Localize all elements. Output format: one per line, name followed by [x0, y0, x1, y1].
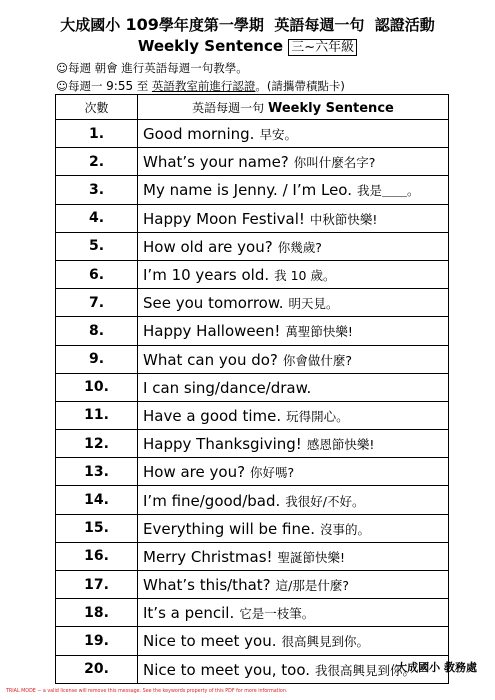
- sentence-english: What’s your name?: [143, 153, 289, 172]
- row-sentence: [138, 345, 449, 373]
- header-sentence-zh: 英語每週一句: [192, 100, 265, 115]
- table-row: [56, 345, 449, 373]
- row-sentence: [138, 148, 449, 176]
- header-sentence: [138, 95, 449, 120]
- row-number: 8.: [56, 317, 138, 345]
- row-sentence: [138, 260, 449, 288]
- sentence-english: My name is Jenny. / I’m Leo.: [143, 181, 352, 200]
- table-row: [56, 289, 449, 317]
- row-number: 18.: [56, 599, 138, 627]
- sentence-chinese: 你會做什麼?: [282, 352, 353, 368]
- sentence-chinese: 明天見。: [288, 296, 339, 312]
- table-row: [56, 571, 449, 599]
- header-sentence-en: Weekly Sentence: [267, 100, 394, 116]
- row-sentence: [138, 373, 449, 401]
- row-sentence: [138, 120, 449, 148]
- sentence-chinese: 沒事的。: [320, 521, 371, 537]
- sentence-english: Merry Christmas!: [143, 547, 273, 566]
- row-number: 19.: [56, 627, 138, 655]
- table-row: [56, 514, 449, 542]
- sentence-chinese: 我是＿＿。: [356, 183, 420, 199]
- row-sentence: [138, 599, 449, 627]
- note-line-1: ☺每週 朝會 進行英語每週一句教學。: [56, 61, 248, 75]
- note-place: 英語教室前進行認證: [151, 79, 256, 93]
- row-number: 15.: [56, 514, 138, 542]
- row-sentence: [138, 232, 449, 260]
- term: 學年度第一學期: [158, 16, 264, 34]
- sentence-chinese: 這/那是什麼?: [275, 578, 349, 594]
- table-row: [56, 148, 449, 176]
- subtitle-text: Weekly Sentence: [137, 37, 284, 55]
- sentence-chinese: 很高興見到你。: [281, 634, 370, 650]
- sentence-chinese: 聖誕節快樂!: [277, 549, 346, 565]
- table-row: [56, 542, 449, 570]
- row-number: 1.: [56, 120, 138, 148]
- table-row: [56, 486, 449, 514]
- sentence-chinese: 我 10 歲。: [274, 268, 336, 284]
- school-name: 大成國小: [60, 16, 121, 34]
- sentence-english: Everything will be fine.: [143, 519, 315, 538]
- note-suffix: 。(請攜帶積點卡): [255, 79, 345, 93]
- sentence-english: Happy Moon Festival!: [143, 209, 305, 228]
- program-name: 英語每週一句: [274, 16, 365, 34]
- sentence-chinese: 感恩節快樂!: [306, 437, 375, 453]
- table-row: [56, 176, 449, 204]
- row-sentence: [138, 627, 449, 655]
- table-row: [56, 430, 449, 458]
- activity-name: 認證活動: [374, 16, 435, 34]
- sentence-english: What’s this/that?: [143, 576, 271, 595]
- sentence-chinese: 中秋節快樂!: [309, 211, 378, 227]
- row-number: 3.: [56, 176, 138, 204]
- row-sentence: [138, 317, 449, 345]
- row-sentence: [138, 514, 449, 542]
- school-year: 109: [125, 15, 159, 34]
- sentence-chinese: 我很好/不好。: [285, 493, 365, 509]
- row-sentence: [138, 401, 449, 429]
- table-row: [56, 401, 449, 429]
- note-prefix: ☺每週一: [56, 79, 107, 93]
- table-row: [56, 655, 449, 683]
- document-title: [0, 14, 495, 35]
- note-time: 9:55: [106, 79, 134, 93]
- row-sentence: [138, 176, 449, 204]
- sentence-english: Good morning.: [143, 125, 255, 144]
- sentence-english: Nice to meet you, too.: [143, 660, 311, 679]
- sentence-english: How old are you?: [143, 237, 273, 256]
- row-sentence: [138, 486, 449, 514]
- sentence-english: Happy Thanksgiving!: [143, 435, 302, 454]
- table-row: [56, 260, 449, 288]
- table-header-row: [56, 95, 449, 120]
- sentence-english: It’s a pencil.: [143, 604, 235, 623]
- table-row: [56, 458, 449, 486]
- row-number: 17.: [56, 571, 138, 599]
- row-sentence: [138, 542, 449, 570]
- sentence-english: I can sing/dance/draw.: [143, 378, 312, 397]
- table-row: [56, 599, 449, 627]
- row-number: 16.: [56, 542, 138, 570]
- note-mid: 至: [133, 79, 152, 93]
- row-sentence: [138, 430, 449, 458]
- row-number: 7.: [56, 289, 138, 317]
- sentence-chinese: 早安。: [259, 127, 297, 143]
- sentence-chinese: 它是一枝筆。: [239, 606, 315, 622]
- row-number: 9.: [56, 345, 138, 373]
- document-subtitle: [0, 36, 495, 55]
- sentence-chinese: 你幾歲?: [277, 239, 322, 255]
- sentence-english: How are you?: [143, 463, 246, 482]
- row-sentence: [138, 289, 449, 317]
- sentence-chinese: 我很高興見到你。: [315, 662, 416, 678]
- row-sentence: [138, 204, 449, 232]
- table-row: [56, 627, 449, 655]
- table-row: [56, 373, 449, 401]
- row-number: 5.: [56, 232, 138, 260]
- table-row: [56, 232, 449, 260]
- sentence-table: [55, 94, 449, 684]
- row-sentence: [138, 458, 449, 486]
- sentence-chinese: 玩得開心。: [286, 408, 349, 424]
- row-number: 12.: [56, 430, 138, 458]
- row-number: 6.: [56, 260, 138, 288]
- table-row: [56, 120, 449, 148]
- row-number: 14.: [56, 486, 138, 514]
- sentence-english: Nice to meet you.: [143, 632, 277, 651]
- sentence-chinese: 萬聖節快樂!: [285, 324, 353, 340]
- row-number: 4.: [56, 204, 138, 232]
- row-number: 20.: [56, 655, 138, 683]
- row-number: 10.: [56, 373, 138, 401]
- grade-box: 三~六年級: [288, 39, 357, 56]
- sentence-english: I’m 10 years old.: [143, 266, 270, 285]
- footer-signature: 大成國小 教務處: [396, 661, 477, 674]
- sentence-chinese: 你好嗎?: [250, 465, 295, 481]
- header-number: 次數: [56, 95, 138, 120]
- sentence-chinese: 你叫什麼名字?: [293, 155, 376, 171]
- sentence-english: See you tomorrow.: [143, 294, 284, 313]
- table-row: [56, 204, 449, 232]
- sentence-english: Have a good time.: [143, 406, 282, 425]
- row-number: 11.: [56, 401, 138, 429]
- note-line-2: [56, 78, 345, 94]
- sentence-english: Happy Halloween!: [143, 322, 281, 341]
- trial-notice: TRIAL MODE − a valid license will remove this message. See the keywords property of this PDF for more information.: [6, 689, 288, 694]
- row-number: 13.: [56, 458, 138, 486]
- sentence-english: I’m fine/good/bad.: [143, 491, 281, 510]
- row-sentence: [138, 571, 449, 599]
- sentence-english: What can you do?: [143, 350, 278, 369]
- row-number: 2.: [56, 148, 138, 176]
- table-row: [56, 317, 449, 345]
